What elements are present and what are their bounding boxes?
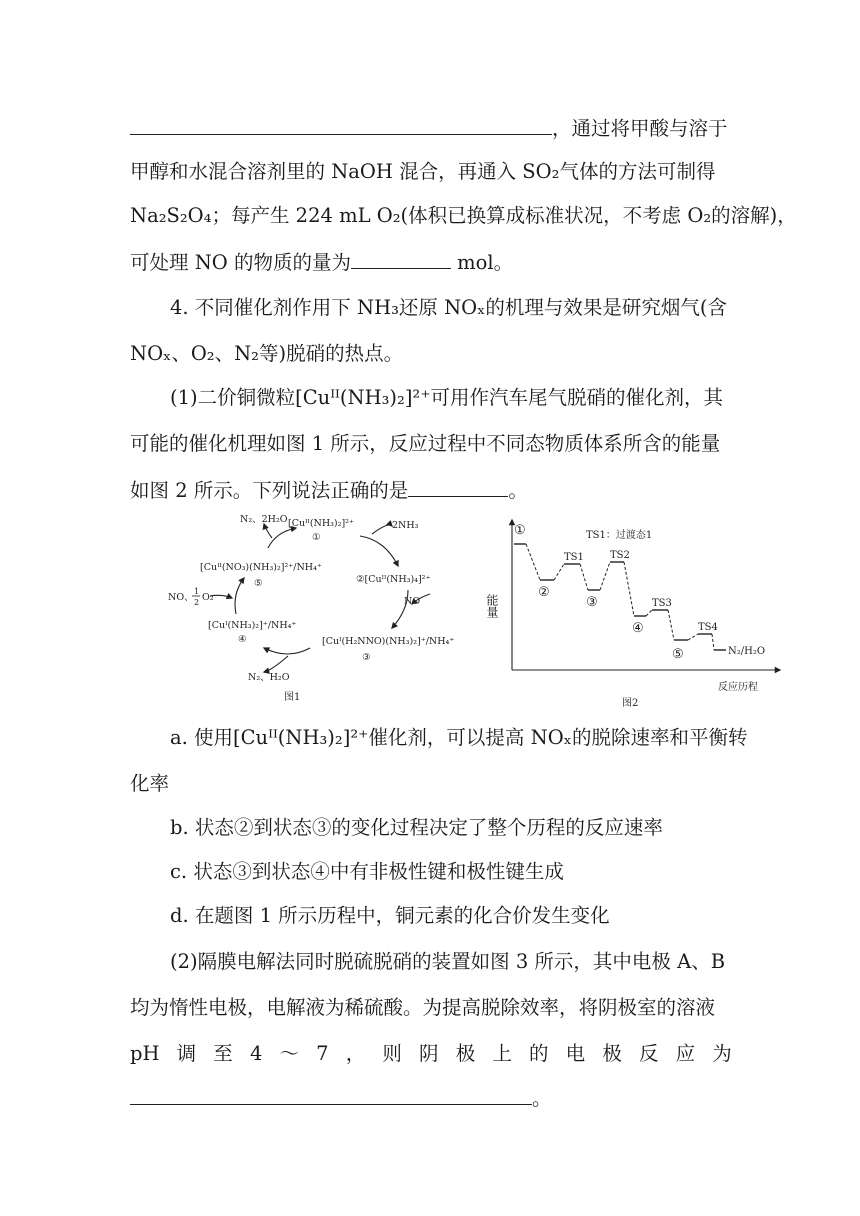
arrow-5-to-1 [268, 528, 296, 548]
part-2-line-3 [130, 1040, 732, 1068]
fig1-input-2nh3: 2NH₃ [392, 520, 419, 531]
fig1-input-no: NO [404, 596, 421, 607]
answer-blank-2[interactable] [351, 248, 451, 269]
fig2-state-1-label: ① [514, 523, 526, 538]
spread-word: pH [130, 1042, 160, 1065]
fig1-state-5-number: ⑤ [254, 578, 263, 589]
fig1-fraction-denominator: 2 [194, 598, 200, 607]
text-segment: 。 [508, 479, 528, 502]
question-4-line-2: NOₓ、O₂、N₂等)脱硝的热点。 [130, 342, 404, 365]
arrow-n2-2h2o-out [264, 524, 272, 538]
part-1-line-2: 可能的催化机理如图 1 所示，反应过程中不同态物质体系所含的能量 [130, 432, 721, 455]
fig2-ts2-label: TS2 [610, 550, 630, 561]
spread-word: 为 [712, 1042, 732, 1065]
question-4-line-1: 4. 不同催化剂作用下 NH₃还原 NOₓ的机理与效果是研究烟气(含 [170, 296, 728, 319]
fig1-state-5: [Cuᴵᴵ(NO₃)(NH₃)₂]²⁺/NH₄⁺ [200, 562, 322, 573]
spread-word: 极 [455, 1042, 476, 1065]
figure-1-catalytic-cycle [160, 508, 460, 708]
part-2-line-4 [130, 1084, 732, 1113]
arrow-1-to-2 [360, 536, 398, 566]
option-b: b. 状态②到状态③的变化过程决定了整个历程的反应速率 [170, 816, 663, 839]
spread-word: 应 [675, 1042, 696, 1065]
fig1-state-3: [Cuᴵ(H₂NNO)(NH₃)₂]⁺/NH₄⁺ [322, 636, 455, 647]
fig2-ts1-label: TS1 [564, 552, 584, 563]
part-2-line-3-words [130, 1040, 732, 1068]
fig1-state-4-number: ④ [238, 634, 247, 645]
fig2-ts4-label: TS4 [698, 622, 718, 633]
fig2-state-3-label: ③ [586, 595, 598, 610]
text-segment: 可处理 NO 的物质的量为 [130, 251, 351, 274]
option-c: c. 状态③到状态④中有非极性键和极性键生成 [170, 860, 564, 883]
figure-2-energy-profile [485, 514, 788, 710]
fig2-ts3-label: TS3 [652, 598, 672, 609]
arrow-4-to-5 [235, 578, 244, 614]
spread-word: 阴 [419, 1042, 439, 1065]
text-segment: 。 [532, 1087, 552, 1110]
option-a-line-2: 化率 [130, 772, 170, 795]
arrow-2nh3-in [372, 525, 392, 534]
fig1-state-2: ②[Cuᴵᴵ(NH₃)₄]²⁺ [356, 574, 431, 585]
fig1-state-1: [Cuᴵᴵ(NH₃)₂]²⁺ [288, 518, 354, 529]
spread-word: 则 [382, 1042, 402, 1065]
part-2-line-2: 均为惰性电极，电解液为稀硫酸。为提高脱除效率，将阴极室的溶液 [130, 996, 716, 1019]
fig1-input-o2: O₂ [202, 592, 214, 603]
arrow-3-to-4 [264, 648, 310, 654]
spread-word: ， [345, 1042, 366, 1065]
part-2-line-1: (2)隔膜电解法同时脱硫脱硝的装置如图 3 所示，其中电极 A、B [170, 950, 726, 973]
fig2-x-axis-label: 反应历程 [718, 682, 758, 693]
arrow-n2-h2o-out [264, 656, 288, 672]
option-a-line-1: a. 使用[Cuᴵᴵ(NH₃)₂]²⁺催化剂，可以提高 NOₓ的脱除速率和平衡转 [170, 726, 748, 749]
option-d: d. 在题图 1 所示历程中，铜元素的化合价发生变化 [170, 904, 610, 927]
spread-word: 反 [638, 1042, 659, 1065]
text-line-4 [130, 248, 732, 277]
fig2-legend: TS1：过渡态1 [586, 530, 653, 541]
fig2-product-label: N₂/H₂O [728, 646, 766, 657]
fig1-caption: 图1 [284, 692, 301, 703]
fig1-input-no: NO、 [168, 592, 194, 603]
fig2-state-5-label: ⑤ [672, 647, 684, 662]
text-line-1 [130, 114, 732, 143]
part-1-line-3 [130, 476, 732, 505]
answer-blank-3[interactable] [408, 476, 508, 497]
fig1-fraction-numerator: 1 [194, 587, 200, 596]
answer-blank-4[interactable] [130, 1084, 532, 1105]
spread-word: 7 [316, 1042, 329, 1065]
text-line-2: 甲醇和水混合溶剂里的 NaOH 混合，再通入 SO₂气体的方法可制得 [130, 160, 716, 183]
text-line-3: Na₂S₂O₄；每产生 224 mL O₂(体积已换算成标准状况，不考虑 O₂的溶解)， [130, 204, 797, 227]
fig1-state-3-number: ③ [362, 652, 371, 663]
answer-blank-1[interactable] [130, 114, 552, 135]
fig1-output-n2-h2o: N₂、H₂O [248, 672, 290, 683]
spread-word: ～ [279, 1042, 300, 1065]
fig2-caption: 图2 [622, 698, 639, 709]
text-segment: mol。 [450, 251, 514, 274]
spread-word: 4 [249, 1042, 263, 1065]
spread-word: 电 [565, 1042, 586, 1065]
spread-word: 至 [213, 1042, 233, 1065]
text-segment: 如图 2 所示。下列说法正确的是 [130, 479, 409, 502]
part-1-line-1: (1)二价铜微粒[Cuᴵᴵ(NH₃)₂]²⁺可用作汽车尾气脱硝的催化剂，其 [170, 386, 724, 409]
spread-word: 调 [176, 1042, 197, 1065]
text-segment: ，通过将甲酸与溶于 [552, 117, 728, 140]
spread-word: 上 [492, 1042, 512, 1065]
fig1-output-n2-2h2o: N₂、2H₂O [240, 514, 288, 525]
fig1-state-1-number: ① [312, 532, 321, 543]
spread-word: 的 [529, 1042, 549, 1065]
fig2-state-2-label: ② [538, 585, 550, 600]
spread-word: 极 [602, 1042, 622, 1065]
fig2-y-axis-label: 能量 [485, 594, 499, 618]
fig1-state-4: [Cuᴵ(NH₃)₂]⁺/NH₄⁺ [208, 620, 297, 631]
fig2-state-4-label: ④ [632, 621, 644, 636]
